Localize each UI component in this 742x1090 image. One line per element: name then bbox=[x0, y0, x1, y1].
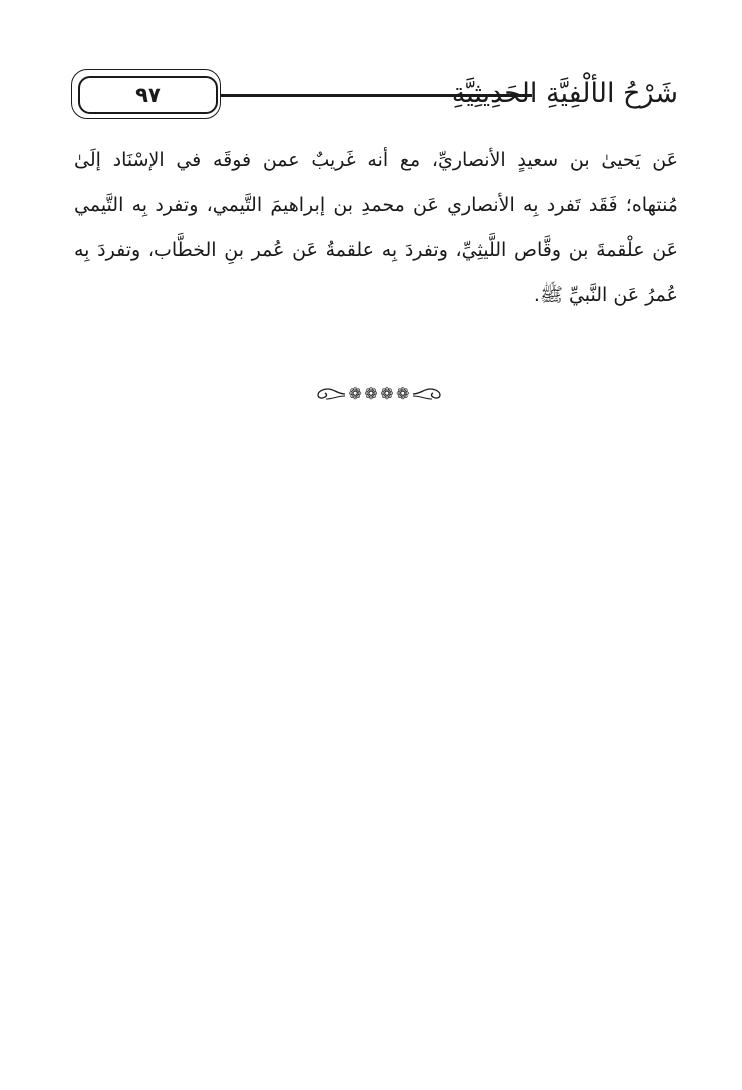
text-line: عَن يَحيىٰ بن سعيدٍ الأنصاريِّ، مع أنه غَريبٌ عمن فوقَه في الإسْنَاد إلَىٰ bbox=[74, 149, 678, 171]
swash-right-icon bbox=[412, 386, 442, 402]
running-header bbox=[70, 68, 682, 124]
flower-icon: ❁ bbox=[364, 384, 378, 403]
book-title: شَرْحُ الألْفِيَّةِ الحَدِيثِيَّةِ bbox=[451, 78, 678, 109]
text-line: عَن علْقمةَ بن وقَّاص اللَّيثِيِّ، وتفردَ بِه علقمةُ عَن عُمر بنِ الخطَّاب، وتفردَ بِه bbox=[74, 239, 678, 261]
flower-icon: ❁ bbox=[396, 384, 410, 403]
text-line: عُمرُ عَن النَّبيِّ ﷺ. bbox=[533, 284, 678, 306]
flower-icon: ❁ bbox=[380, 384, 394, 403]
page-number-frame bbox=[78, 76, 218, 114]
flower-icon: ❁ bbox=[348, 384, 362, 403]
text-line: مُنتهاه؛ فَقَد تَفرد بِه الأنصاري عَن محمدِ بن إبراهيمَ التَّيمي، وتفرد بِه التَّيمي bbox=[74, 194, 678, 216]
page-number: ٩٧ bbox=[135, 83, 161, 107]
swash-left-icon bbox=[316, 386, 346, 402]
main-text bbox=[74, 138, 678, 318]
floral-divider-icon bbox=[316, 382, 442, 406]
